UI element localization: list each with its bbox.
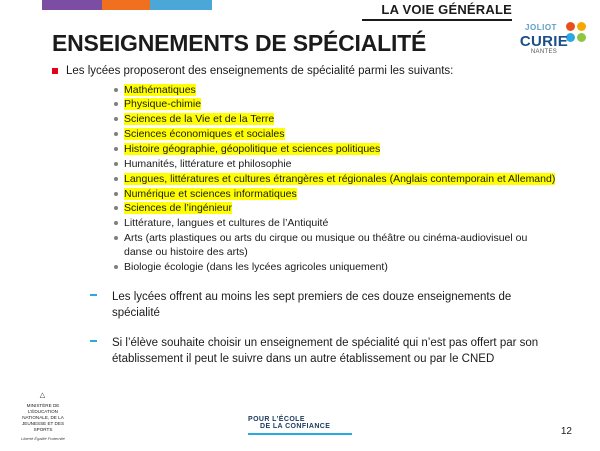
bullet-icon xyxy=(114,236,118,240)
top-bar-orange xyxy=(102,0,150,10)
bullet-icon xyxy=(114,147,118,151)
bullet-icon xyxy=(114,221,118,225)
ministry-label: MINISTÈRE DE L’ÉDUCATION NATIONALE, DE LA JEUNESSE ET DES SPORTS xyxy=(21,402,65,433)
speciality-label: Numérique et sciences informatiques xyxy=(124,187,297,200)
list-item xyxy=(52,202,557,216)
note-text: Si l’élève souhaite choisir un enseignement de spécialité qui n’est pas offert par son établissement il peut le suivre dans un autre établissement ou par le CNED xyxy=(112,336,539,365)
logo-line3: NANTES xyxy=(530,49,558,55)
bullet-icon xyxy=(114,192,118,196)
speciality-label: Langues, littératures et cultures étrangères et régionales (Anglais contemporain et Allemand) xyxy=(124,172,556,185)
blue-dash-bullet-icon xyxy=(90,294,97,296)
speciality-label: Humanités, littérature et philosophie xyxy=(124,157,292,170)
list-item xyxy=(52,128,557,142)
list-item xyxy=(52,261,557,275)
intro-line xyxy=(52,64,557,80)
logo-dot-yellow-icon xyxy=(577,22,586,31)
campaign-line1: POUR L’ÉCOLE xyxy=(248,416,305,423)
speciality-label: Mathématiques xyxy=(124,83,196,96)
list-item xyxy=(52,173,557,187)
list-item xyxy=(52,113,557,127)
red-square-bullet-icon xyxy=(52,68,58,74)
bullet-icon xyxy=(114,206,118,210)
page-title: ENSEIGNEMENTS DE SPÉCIALITÉ xyxy=(52,30,427,56)
note-item xyxy=(90,289,557,321)
intro-text: Les lycées proposeront des enseignements de spécialité parmi les suivants: xyxy=(66,65,454,77)
bullet-icon xyxy=(114,88,118,92)
logo-line1: JOLIOT xyxy=(525,23,557,32)
speciality-label: Histoire géographie, géopolitique et sciences politiques xyxy=(124,142,381,155)
ministry-logo xyxy=(14,391,72,441)
slide-content xyxy=(52,64,557,367)
list-item xyxy=(52,217,557,231)
blue-dash-bullet-icon xyxy=(90,340,97,342)
list-item xyxy=(52,143,557,157)
bullet-icon xyxy=(114,102,118,106)
bullet-icon xyxy=(114,265,118,269)
campaign-logo xyxy=(248,416,352,435)
list-item xyxy=(52,158,557,172)
speciality-label: Sciences de l’ingénieur xyxy=(124,202,232,215)
bullet-icon xyxy=(114,132,118,136)
logo-line2: CURIE xyxy=(519,33,569,50)
speciality-label: Littérature, langues et cultures de l’Antiquité xyxy=(124,217,329,230)
marianne-icon: △ xyxy=(39,392,47,400)
top-bar-blue xyxy=(150,0,212,10)
speciality-list xyxy=(52,84,557,275)
list-item xyxy=(52,84,557,98)
school-logo xyxy=(516,22,590,66)
speciality-label: Biologie écologie (dans les lycées agricoles uniquement) xyxy=(124,260,388,273)
republic-motto: Liberté Égalité Fraternité xyxy=(21,435,65,441)
top-bar-purple xyxy=(42,0,102,10)
logo-dot-orange-icon xyxy=(566,22,575,31)
speciality-label: Sciences de la Vie et de la Terre xyxy=(124,113,275,126)
campaign-underline xyxy=(248,433,352,435)
bullet-icon xyxy=(114,177,118,181)
logo-dot-green-icon xyxy=(577,33,586,42)
speciality-label: Sciences économiques et sociales xyxy=(124,128,285,141)
section-title-underline xyxy=(362,19,512,21)
speciality-label: Arts (arts plastiques ou arts du cirque ou musique ou théâtre ou cinéma-audiovisuel ou danse ou histoire des arts) xyxy=(124,232,528,258)
list-item xyxy=(52,188,557,202)
speciality-label: Physique-chimie xyxy=(124,98,202,111)
section-title: LA VOIE GÉNÉRALE xyxy=(381,2,512,17)
page-number: 12 xyxy=(560,426,572,437)
note-text: Les lycées offrent au moins les sept premiers de ces douze enseignements de spécialité xyxy=(112,290,512,319)
campaign-line2: DE LA CONFIANCE xyxy=(260,423,331,430)
bullet-icon xyxy=(114,162,118,166)
list-item xyxy=(52,98,557,112)
bullet-icon xyxy=(114,117,118,121)
list-item xyxy=(52,232,557,260)
note-item xyxy=(90,335,557,367)
